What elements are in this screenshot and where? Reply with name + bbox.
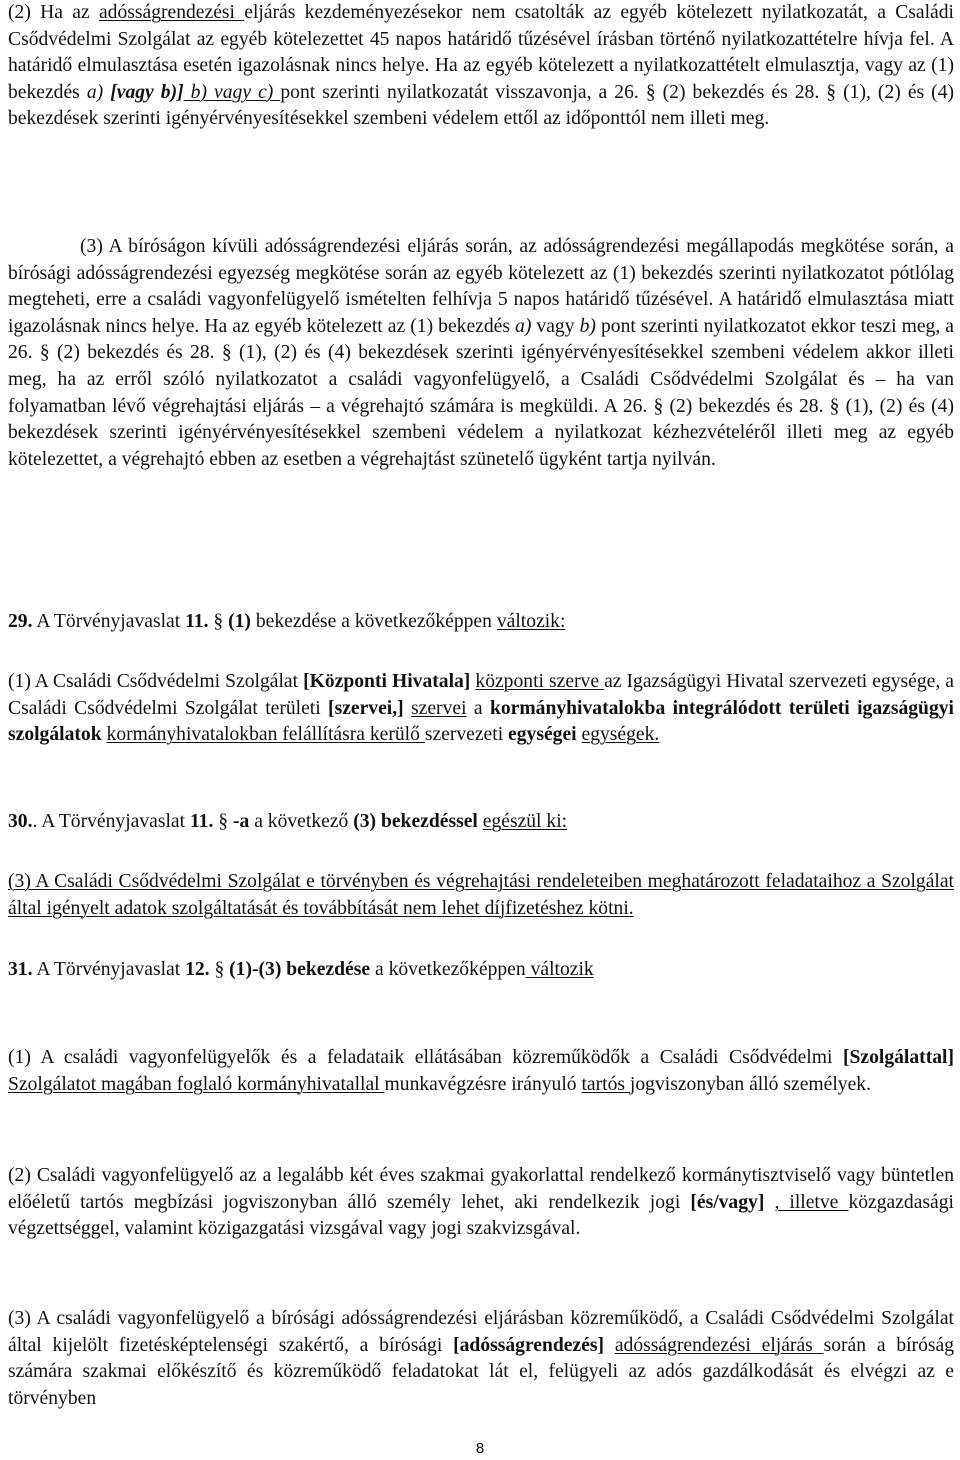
underlined-text: egészül ki: [482,811,568,832]
deleted-bracket-text: [Központi Hivatala] [303,671,471,692]
inserted-text: egységek. [581,724,660,746]
text: (3) A bíróságon kívüli adósságrendezési eljárás során, az adósságrendezési megállapodás megkötése során, a bírósági adósságrendezési egyezség megkötése során az egyéb kötelezett az (1) bekezdés szerinti nyilatkozatot pótlólag megteheti, erre a családi vagyonfelügyelő ismételten felhívja 5 napos határidő tűzésével. A határidő elmulasztása miatt igazolásnak nincs helye. Ha az egyéb kötelezett az (1) bekezdés [8,236,954,337]
inserted-text: tartós [581,1073,630,1095]
inserted-text: b) vagy c) [183,81,281,103]
text: szervezeti [424,724,509,746]
heading-29 [8,609,954,636]
paragraph-31-1 [8,1045,954,1098]
text: a következő [249,811,354,832]
bold-text: (3) bekezdéssel [353,811,478,832]
inserted-text: kormányhivatalokban felállításra kerülő [106,724,425,746]
item-number: 29. [8,611,33,632]
deleted-bracket-text: [vagy b)] [103,81,184,103]
text: (3) A családi vagyonfelügyelő a bírósági adósságrendezési eljárásban közreműködő, a Családi Csődvédelmi Szolgálat által kijelölt fizetésképtelenségi szakértő, a bírósági [8,1308,954,1356]
italic-text: a) [515,315,532,337]
text: pont szerinti nyilatkozatot ekkor teszi meg, a 26. § (2) bekezdés és 28. § (1), (2) és (4) bekezdések szerinti igényérvényesítésekkel szembeni védelem akkor illeti meg, ha az erről szóló nyilatkozatot a családi vagyonfelügyelő, a Családi Csődvédelmi Szolgálat és – ha van folyamatban lévő végrehajtási eljárás – a végrehajtó számára is megküldi. A 26. § (2) bekezdés és 28. § (1), (2) és (4) bekezdések szerinti igényérvényesítésekkel szembeni védelem a nyilatkozat kézhezvételéről illeti meg az egyéb kötelezettet, a végrehajtó ebben az esetben a végrehajtást szünetelő ügyként tartja nyilván. [8,315,954,470]
text: vagy [531,315,580,337]
text [404,698,411,719]
text: a következőképpen [370,959,526,980]
inserted-text: Szolgálatot magában foglaló kormányhivatallal [8,1073,385,1095]
inserted-text: (3) A Családi Csődvédelmi Szolgálat e törvényben és végrehajtási rendeleteiben meghatározott feladataihoz a Szolgálat által igényelt adatok szolgáltatását és továbbítását nem lehet díjfizetéshez kötni. [8,871,954,919]
text: . A Törvényjavaslat [32,811,190,832]
text: bekezdése a következőképpen [250,611,497,632]
text: során a bíróság számára szakmai előkészítő és közreműködő feladatokat lát el, felügyeli az adós gazdálkodását és elvégzi az e törvényben [8,1334,954,1409]
paragraph-29-1 [8,669,954,749]
text [764,1192,774,1213]
paragraph-2 [8,0,954,133]
text: § [213,811,233,832]
bold-text: (1)-(3) bekezdése [229,959,371,980]
italic-text: b) [579,315,596,337]
inserted-text: központi szerve [475,671,605,692]
paragraph-30-3 [8,869,954,922]
text: (1) A családi vagyonfelügyelők és a feladataik ellátásában közreműködők a Családi Csődvédelmi [8,1047,843,1068]
bold-text: (1) [228,611,251,632]
underlined-text: változik: [496,611,566,632]
text: A Törvényjavaslat [32,611,186,632]
inserted-text: szervei [411,697,467,719]
inserted-text: adósságrendezési eljárás [614,1334,824,1356]
text: A Törvényjavaslat [32,959,186,980]
text: pont szerinti nyilatkozatát visszavonja, a 26. § (2) bekezdés és 28. § (1), (2) és (4) bekezdések szerinti igényérvényesítésekkel szembeni védelem ettől az időponttól nem illeti meg. [8,81,955,130]
deleted-bracket-text: [szervei,] [328,697,404,719]
item-number: 30. [8,811,33,832]
italic-text: a) [86,81,104,103]
bold-text: 12. [185,959,210,980]
text: jogviszonyban álló személyek. [629,1073,871,1095]
text [604,1335,615,1356]
bold-text: egységei [508,724,577,746]
inserted-text: , illetve [774,1191,849,1213]
text: az Igazságügyi Hivatal szervezeti egysége, a Családi Csődvédelmi Szolgálat területi [8,671,955,719]
underlined-text: adósságrendezési [98,2,245,23]
underlined-text: változik [525,959,594,980]
bold-text: 11. [189,811,214,832]
page-number: 8 [475,1440,485,1457]
text: § [208,611,229,632]
deleted-bracket-text: [Szolgálattal] [842,1047,954,1068]
bold-text: -a [232,811,250,832]
text: közgazdasági végzettséggel, valamint közigazgatási vizsgával vagy jogi szakvizsgával. [8,1191,954,1240]
text: (2) Családi vagyonfelügyelő az a legalább két éves szakmai gyakorlattal rendelkező kormánytisztviselő vagy büntetlen előéletű tartós megbízási jogviszonyban álló személy lehet, aki rendelkezik jogi [8,1165,954,1213]
text: (2) Ha az [8,2,99,23]
bold-text: 11. [185,611,209,632]
text: (1) A Családi Csődvédelmi Szolgálat [8,671,304,692]
deleted-bracket-text: [és/vagy] [690,1191,765,1213]
item-number: 31. [8,959,33,980]
text: a [466,697,490,719]
bold-text: kormányhivatalokba integrálódott területi igazságügyi szolgálatok [8,697,954,746]
heading-31 [8,957,954,984]
paragraph-3 [8,234,954,473]
text: munkavégzésre irányuló [384,1073,582,1095]
paragraph-31-3 [8,1306,954,1412]
text: § [209,959,230,980]
paragraph-31-2 [8,1163,954,1243]
heading-30 [8,809,954,836]
text: eljárás kezdeményezésekor nem csatolták az egyéb kötelezett nyilatkozatát, a Családi Csődvédelmi Szolgálat az egyéb kötelezettet 45 napos határidő tűzésével írásban történő nyilatkozattételre hívja fel. A határidő elmulasztása esetén igazolásnak nincs helye. Ha az egyéb kötelezett a nyilatkozattételt elmulasztja, vagy az (1) bekezdés [8,2,954,103]
deleted-bracket-text: [adósságrendezés] [453,1334,605,1356]
